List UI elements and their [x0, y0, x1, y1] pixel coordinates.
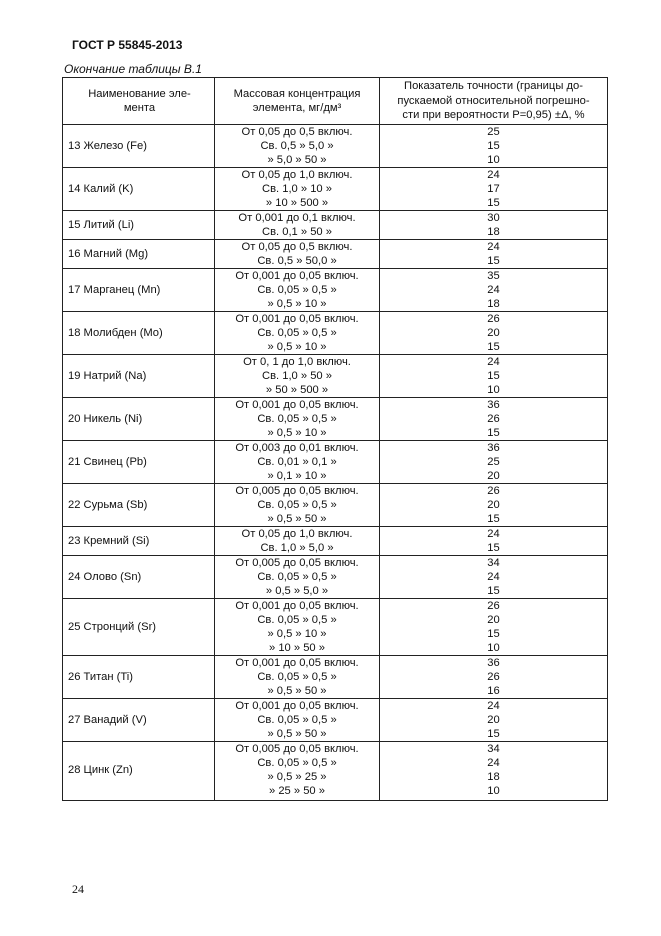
concentration-range-line: Св. 0,05 » 0,5 » [257, 714, 337, 726]
concentration-range-line: Св. 0,5 » 5,0 » [260, 140, 334, 152]
accuracy-value-line: 26 [487, 413, 500, 425]
table-row [63, 312, 608, 355]
document-code: ГОСТ Р 55845-2013 [72, 38, 183, 52]
table-caption: Окончание таблицы В.1 [64, 62, 202, 76]
concentration-range-line: Св. 0,05 » 0,5 » [257, 499, 337, 511]
accuracy-value-line: 34 [487, 557, 500, 569]
accuracy-value-cell [380, 699, 608, 742]
accuracy-value-line: 26 [487, 600, 500, 612]
concentration-range-line: Св. 0,01 » 0,1 » [257, 456, 337, 468]
concentration-range-line: От 0,003 до 0,01 включ. [235, 442, 359, 454]
concentration-range-cell [215, 240, 380, 269]
concentration-range-line: От 0, 1 до 1,0 включ. [243, 356, 351, 368]
concentration-range-cell [215, 398, 380, 441]
concentration-range-line: » 0,5 » 10 » [267, 341, 327, 353]
accuracy-value-cell [380, 211, 608, 240]
table-row [63, 484, 608, 527]
concentration-range-line: Св. 1,0 » 5,0 » [260, 542, 334, 554]
concentration-range-line: От 0,001 до 0,05 включ. [235, 600, 359, 612]
accuracy-value-cell [380, 355, 608, 398]
accuracy-value-line: 24 [487, 571, 500, 583]
concentration-range-line: От 0,001 до 0,05 включ. [235, 270, 359, 282]
concentration-range-line: Св. 0,05 » 0,5 » [257, 757, 337, 769]
concentration-range-line: Св. 0,1 » 50 » [261, 226, 332, 238]
header-text-line: мента [123, 102, 156, 114]
table-row [63, 240, 608, 269]
concentration-range-line: » 0,5 » 50 » [267, 513, 327, 525]
header-text-line: сти при вероятности P=0,95) ±Δ, % [402, 109, 585, 122]
accuracy-value-line: 20 [487, 327, 500, 339]
accuracy-value-cell [380, 269, 608, 312]
concentration-range-line: Св. 0,5 » 50,0 » [257, 255, 337, 267]
concentration-range-line: От 0,05 до 1,0 включ. [241, 528, 353, 540]
table-row [63, 699, 608, 742]
accuracy-value-line: 20 [487, 614, 500, 626]
accuracy-value-line: 18 [487, 771, 500, 783]
accuracy-value-cell [380, 556, 608, 599]
concentration-range-cell [215, 312, 380, 355]
accuracy-value-line: 24 [487, 528, 500, 540]
concentration-range-line: От 0,05 до 1,0 включ. [241, 169, 353, 181]
accuracy-value-cell [380, 125, 608, 168]
accuracy-value-cell [380, 599, 608, 656]
concentration-range-line: От 0,001 до 0,05 включ. [235, 700, 359, 712]
table-row [63, 599, 608, 656]
concentration-range-line: Св. 0,05 » 0,5 » [257, 614, 337, 626]
element-name-cell: 15 Литий (Li) [63, 211, 215, 240]
accuracy-value-line: 15 [487, 140, 500, 152]
accuracy-value-line: 36 [487, 399, 500, 411]
accuracy-value-cell [380, 527, 608, 556]
column-header-accuracy [380, 78, 608, 125]
concentration-range-line: » 5,0 » 50 » [267, 154, 327, 166]
concentration-range-line: » 10 » 500 » [265, 197, 329, 209]
concentration-range-line: От 0,001 до 0,05 включ. [235, 313, 359, 325]
accuracy-value-cell [380, 168, 608, 211]
table-body [63, 125, 608, 801]
concentration-range-cell [215, 168, 380, 211]
accuracy-value-line: 25 [487, 456, 500, 468]
concentration-range-line: Св. 0,05 » 0,5 » [257, 413, 337, 425]
accuracy-value-line: 10 [487, 642, 500, 654]
accuracy-value-line: 24 [487, 700, 500, 712]
accuracy-value-line: 10 [487, 384, 500, 396]
concentration-range-line: Св. 0,05 » 0,5 » [257, 327, 337, 339]
column-header-concentration [215, 78, 380, 125]
table-row [63, 742, 608, 801]
accuracy-value-line: 18 [487, 298, 500, 310]
table-row [63, 211, 608, 240]
concentration-range-line: » 10 » 50 » [269, 642, 325, 654]
concentration-range-line: » 0,5 » 25 » [267, 771, 327, 783]
concentration-range-line: » 0,5 » 50 » [267, 728, 327, 740]
concentration-range-line: Св. 0,05 » 0,5 » [257, 284, 337, 296]
concentration-range-cell [215, 125, 380, 168]
element-name-cell: 23 Кремний (Si) [63, 527, 215, 556]
accuracy-value-line: 15 [487, 542, 500, 554]
concentration-range-line: От 0,05 до 0,5 включ. [241, 126, 353, 138]
concentration-range-line: От 0,001 до 0,05 включ. [235, 657, 359, 669]
concentration-range-cell [215, 211, 380, 240]
concentration-range-cell [215, 441, 380, 484]
accuracy-value-line: 24 [487, 284, 500, 296]
accuracy-value-line: 15 [487, 197, 500, 209]
accuracy-table [62, 77, 608, 801]
accuracy-value-cell [380, 312, 608, 355]
concentration-range-cell [215, 656, 380, 699]
element-name-cell: 14 Калий (K) [63, 168, 215, 211]
element-name-cell: 13 Железо (Fe) [63, 125, 215, 168]
element-name-cell: 27 Ванадий (V) [63, 699, 215, 742]
concentration-range-line: » 0,5 » 10 » [267, 628, 327, 640]
concentration-range-line: От 0,005 до 0,05 включ. [235, 557, 359, 569]
column-header-element [63, 78, 215, 125]
accuracy-value-line: 15 [487, 513, 500, 525]
accuracy-value-line: 35 [487, 270, 500, 282]
accuracy-value-line: 16 [487, 685, 500, 697]
concentration-range-cell [215, 527, 380, 556]
accuracy-value-line: 17 [487, 183, 500, 195]
element-name-cell: 26 Титан (Ti) [63, 656, 215, 699]
concentration-range-line: » 0,5 » 5,0 » [265, 585, 329, 597]
concentration-range-line: От 0,05 до 0,5 включ. [241, 241, 353, 253]
concentration-range-cell [215, 599, 380, 656]
accuracy-value-cell [380, 240, 608, 269]
header-text-line: Массовая концентрация [233, 87, 361, 100]
concentration-range-line: От 0,001 до 0,05 включ. [235, 399, 359, 411]
accuracy-value-line: 24 [487, 356, 500, 368]
element-name-cell: 25 Стронций (Sr) [63, 599, 215, 656]
concentration-range-line: » 0,5 » 10 » [267, 427, 327, 439]
header-text-line: Наименование эле- [88, 87, 191, 100]
header-text-line: Показатель точности (границы до- [404, 80, 583, 93]
concentration-range-line: От 0,005 до 0,05 включ. [235, 485, 359, 497]
accuracy-value-cell [380, 441, 608, 484]
table-row [63, 441, 608, 484]
table-row [63, 355, 608, 398]
table-header [63, 78, 608, 125]
concentration-range-line: Св. 1,0 » 10 » [261, 183, 332, 195]
table-row [63, 656, 608, 699]
accuracy-value-line: 34 [487, 743, 500, 755]
accuracy-value-cell [380, 742, 608, 801]
concentration-range-cell [215, 269, 380, 312]
accuracy-value-line: 25 [487, 126, 500, 138]
accuracy-value-line: 15 [487, 427, 500, 439]
accuracy-value-line: 10 [487, 154, 500, 166]
accuracy-value-cell [380, 484, 608, 527]
table-row [63, 168, 608, 211]
accuracy-value-line: 15 [487, 728, 500, 740]
element-name-cell: 20 Никель (Ni) [63, 398, 215, 441]
concentration-range-cell [215, 699, 380, 742]
table-row [63, 556, 608, 599]
accuracy-value-line: 24 [487, 241, 500, 253]
accuracy-value-line: 26 [487, 671, 500, 683]
concentration-range-line: » 25 » 50 » [269, 785, 325, 797]
concentration-range-line: » 0,5 » 10 » [267, 298, 327, 310]
concentration-range-line: Св. 0,05 » 0,5 » [257, 571, 337, 583]
concentration-range-line: » 0,5 » 50 » [267, 685, 327, 697]
accuracy-value-line: 26 [487, 485, 500, 497]
accuracy-value-line: 24 [487, 169, 500, 181]
element-name-cell: 22 Сурьма (Sb) [63, 484, 215, 527]
header-row [63, 78, 608, 125]
table-row [63, 527, 608, 556]
header-text-line: элемента, мг/дм³ [252, 102, 342, 114]
accuracy-value-line: 26 [487, 313, 500, 325]
accuracy-value-line: 15 [487, 255, 500, 267]
header-text-line: пускаемой относительной погрешно- [397, 94, 590, 107]
concentration-range-line: Св. 0,05 » 0,5 » [257, 671, 337, 683]
accuracy-value-line: 18 [487, 226, 500, 238]
concentration-range-cell [215, 355, 380, 398]
concentration-range-line: » 0,1 » 10 » [267, 470, 327, 482]
accuracy-value-line: 15 [487, 585, 500, 597]
concentration-range-line: Св. 1,0 » 50 » [261, 370, 332, 382]
concentration-range-cell [215, 556, 380, 599]
accuracy-value-cell [380, 398, 608, 441]
concentration-range-line: От 0,001 до 0,1 включ. [238, 212, 356, 224]
element-name-cell: 28 Цинк (Zn) [63, 742, 215, 801]
element-name-cell: 19 Натрий (Na) [63, 355, 215, 398]
accuracy-value-line: 15 [487, 628, 500, 640]
table-row [63, 125, 608, 168]
concentration-range-line: От 0,005 до 0,05 включ. [235, 743, 359, 755]
accuracy-value-line: 36 [487, 657, 500, 669]
accuracy-value-line: 20 [487, 714, 500, 726]
accuracy-value-line: 15 [487, 341, 500, 353]
accuracy-value-cell [380, 656, 608, 699]
concentration-range-line: » 50 » 500 » [265, 384, 329, 396]
table-row [63, 398, 608, 441]
accuracy-value-line: 24 [487, 757, 500, 769]
element-name-cell: 24 Олово (Sn) [63, 556, 215, 599]
concentration-range-cell [215, 484, 380, 527]
element-name-cell: 21 Свинец (Pb) [63, 441, 215, 484]
element-name-cell: 16 Магний (Mg) [63, 240, 215, 269]
table-row [63, 269, 608, 312]
accuracy-value-line: 20 [487, 470, 500, 482]
accuracy-value-line: 36 [487, 442, 500, 454]
element-name-cell: 17 Марганец (Mn) [63, 269, 215, 312]
page-number: 24 [72, 882, 84, 896]
accuracy-value-line: 30 [487, 212, 500, 224]
accuracy-value-line: 10 [487, 785, 500, 797]
accuracy-value-line: 15 [487, 370, 500, 382]
concentration-range-cell [215, 742, 380, 801]
element-name-cell: 18 Молибден (Mo) [63, 312, 215, 355]
accuracy-value-line: 20 [487, 499, 500, 511]
